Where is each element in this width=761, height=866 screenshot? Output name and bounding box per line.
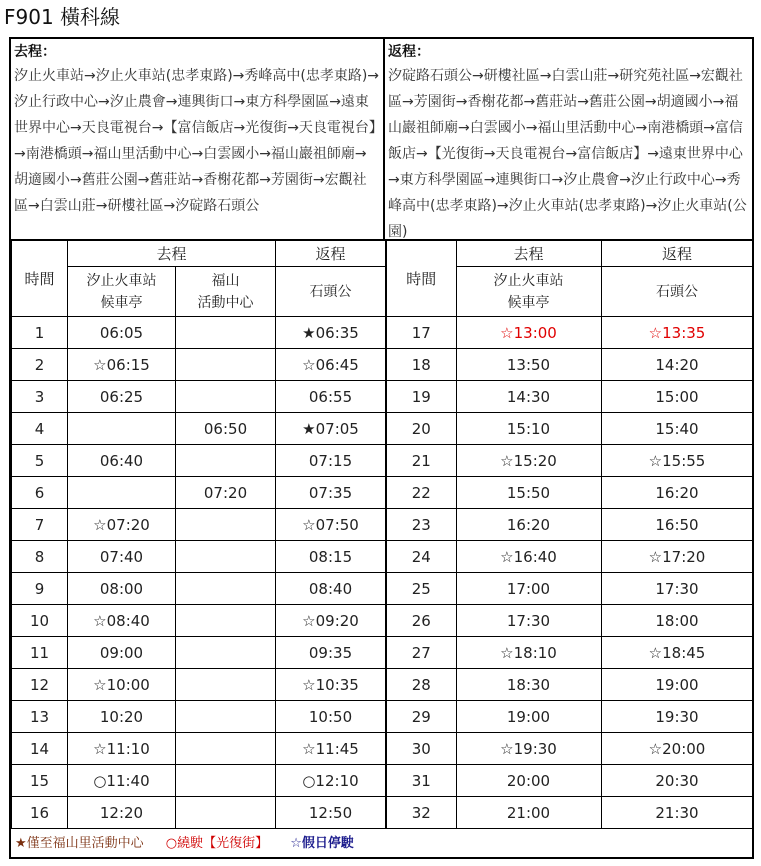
outbound-route-text: 汐止火車站→汐止火車站(忠孝東路)→秀峰高中(忠孝東路)→汐止行政中心→汐止農會→連興街口→東方科學園區→遠東世界中心→天良電視台→【富信飯店→光復街→天良電視台】→南港橋頭→福山里活動中心→白雲國小→福山巖祖師廟→胡適國小→舊莊公園→舊莊站→香榭花都→芳園街→宏觀社區→白雲山莊→研樓社區→汐碇路石頭公 (14, 68, 380, 214)
table-row (386, 701, 753, 733)
trip-number-cell: 28 (386, 669, 456, 701)
table-row (386, 573, 753, 605)
table-row (12, 701, 386, 733)
fushan-time-cell: 07:20 (176, 477, 276, 509)
xizhi-time-cell: 06:25 (68, 381, 176, 413)
table-row (386, 349, 753, 381)
trip-number-cell: 11 (12, 637, 68, 669)
shitougong-time-cell: ☆17:20 (601, 541, 753, 573)
table-row (386, 445, 753, 477)
trip-number-cell: 27 (386, 637, 456, 669)
shitougong-time-cell: 21:30 (601, 797, 753, 829)
xizhi-time-cell: ☆06:15 (68, 349, 176, 381)
shitougong-time-cell: 15:40 (601, 413, 753, 445)
fushan-time-cell (176, 733, 276, 765)
table-row (12, 669, 386, 701)
shitougong-time-cell: ☆06:45 (276, 349, 386, 381)
left-timetable (11, 240, 386, 829)
trip-number-cell: 31 (386, 765, 456, 797)
trip-number-cell: 29 (386, 701, 456, 733)
trip-number-cell: 9 (12, 573, 68, 605)
shitougong-time-cell: 07:35 (276, 477, 386, 509)
shitougong-time-cell: 17:30 (601, 573, 753, 605)
trip-number-cell: 24 (386, 541, 456, 573)
shitougong-time-cell: 10:50 (276, 701, 386, 733)
xizhi-time-cell: 16:20 (456, 509, 601, 541)
shitougong-time-cell: ☆07:50 (276, 509, 386, 541)
xizhi-time-cell (68, 413, 176, 445)
fushan-time-cell (176, 445, 276, 477)
fushan-time-cell (176, 317, 276, 349)
right-timetable (385, 240, 754, 829)
xizhi-time-cell: ○11:40 (68, 765, 176, 797)
fushan-time-cell (176, 509, 276, 541)
xizhi-time-cell: ☆19:30 (456, 733, 601, 765)
xizhi-time-cell: 09:00 (68, 637, 176, 669)
trip-number-cell: 15 (12, 765, 68, 797)
table-row (386, 413, 753, 445)
table-row (12, 445, 386, 477)
legend-detour: ○繞駛【光復街】 (165, 836, 269, 851)
return-header: 返程 (601, 241, 753, 267)
shitougong-time-cell: ☆11:45 (276, 733, 386, 765)
shitougong-time-cell: ○12:10 (276, 765, 386, 797)
timetable-frame (9, 37, 754, 859)
trip-number-cell: 12 (12, 669, 68, 701)
trip-number-cell: 13 (12, 701, 68, 733)
shitougong-time-cell: 09:35 (276, 637, 386, 669)
col-fushan-center: 福山 活動中心 (176, 267, 276, 317)
table-row (12, 413, 386, 445)
xizhi-time-cell: 06:05 (68, 317, 176, 349)
trip-number-cell: 16 (12, 797, 68, 829)
table-row (12, 541, 386, 573)
xizhi-time-cell: ☆16:40 (456, 541, 601, 573)
xizhi-time-cell: 07:40 (68, 541, 176, 573)
shitougong-time-cell: ☆13:35 (601, 317, 753, 349)
trip-number-cell: 32 (386, 797, 456, 829)
outbound-header: 去程 (68, 241, 276, 267)
page-title: F901 橫科線 (4, 5, 121, 29)
table-row (12, 509, 386, 541)
trip-number-cell: 25 (386, 573, 456, 605)
xizhi-time-cell: 13:50 (456, 349, 601, 381)
trip-number-cell: 1 (12, 317, 68, 349)
xizhi-time-cell: 08:00 (68, 573, 176, 605)
fushan-time-cell (176, 349, 276, 381)
trip-number-cell: 4 (12, 413, 68, 445)
xizhi-time-cell: ☆10:00 (68, 669, 176, 701)
fushan-time-cell: 06:50 (176, 413, 276, 445)
trip-number-cell: 17 (386, 317, 456, 349)
return-route-label: 返程： (388, 44, 430, 60)
shitougong-time-cell: 19:00 (601, 669, 753, 701)
xizhi-time-cell: 19:00 (456, 701, 601, 733)
time-header: 時間 (386, 241, 456, 317)
xizhi-time-cell: 21:00 (456, 797, 601, 829)
xizhi-time-cell (68, 477, 176, 509)
col-xizhi-station: 汐止火車站 候車亭 (68, 267, 176, 317)
xizhi-time-cell: ☆13:00 (456, 317, 601, 349)
shitougong-time-cell: 08:15 (276, 541, 386, 573)
shitougong-time-cell: 19:30 (601, 701, 753, 733)
shitougong-time-cell: 08:40 (276, 573, 386, 605)
fushan-time-cell (176, 573, 276, 605)
shitougong-time-cell: 15:00 (601, 381, 753, 413)
table-row (386, 541, 753, 573)
xizhi-time-cell: 18:30 (456, 669, 601, 701)
xizhi-time-cell: 10:20 (68, 701, 176, 733)
trip-number-cell: 20 (386, 413, 456, 445)
shitougong-time-cell: ☆10:35 (276, 669, 386, 701)
trip-number-cell: 19 (386, 381, 456, 413)
shitougong-time-cell: ☆18:45 (601, 637, 753, 669)
fushan-time-cell (176, 541, 276, 573)
table-row (386, 765, 753, 797)
return-route-text: 汐碇路石頭公→研樓社區→白雲山莊→研究苑社區→宏觀社區→芳園街→香榭花都→舊莊站→舊莊公園→胡適國小→福山巖祖師廟→白雲國小→福山里活動中心→南港橋頭→富信飯店→【光復街→天良電視台→富信飯店】→遠東世界中心→東方科學園區→連興街口→汐止農會→汐止行政中心→秀峰高中(忠孝東路)→汐止火車站(忠孝東路)→汐止火車站(公園) (388, 68, 747, 239)
shitougong-time-cell: 16:50 (601, 509, 753, 541)
shitougong-time-cell: 18:00 (601, 605, 753, 637)
fushan-time-cell (176, 669, 276, 701)
shitougong-time-cell: 07:15 (276, 445, 386, 477)
time-header: 時間 (12, 241, 68, 317)
xizhi-time-cell: ☆15:20 (456, 445, 601, 477)
table-row (12, 765, 386, 797)
trip-number-cell: 22 (386, 477, 456, 509)
shitougong-time-cell: ☆15:55 (601, 445, 753, 477)
xizhi-time-cell: 15:10 (456, 413, 601, 445)
fushan-time-cell (176, 797, 276, 829)
trip-number-cell: 18 (386, 349, 456, 381)
trip-number-cell: 8 (12, 541, 68, 573)
fushan-time-cell (176, 701, 276, 733)
table-row (12, 605, 386, 637)
table-row (386, 605, 753, 637)
table-row (12, 733, 386, 765)
col-shitougong: 石頭公 (601, 267, 753, 317)
table-row (12, 797, 386, 829)
outbound-route-description (11, 39, 385, 239)
table-row (386, 733, 753, 765)
table-row (12, 573, 386, 605)
xizhi-time-cell: 20:00 (456, 765, 601, 797)
xizhi-time-cell: ☆08:40 (68, 605, 176, 637)
return-route-description (385, 39, 752, 239)
outbound-route-label: 去程： (14, 44, 56, 60)
trip-number-cell: 2 (12, 349, 68, 381)
table-row (386, 669, 753, 701)
shitougong-time-cell: 14:20 (601, 349, 753, 381)
table-row (386, 317, 753, 349)
trip-number-cell: 23 (386, 509, 456, 541)
xizhi-time-cell: ☆11:10 (68, 733, 176, 765)
xizhi-time-cell: 17:30 (456, 605, 601, 637)
trip-number-cell: 10 (12, 605, 68, 637)
outbound-header: 去程 (456, 241, 601, 267)
xizhi-time-cell: 17:00 (456, 573, 601, 605)
shitougong-time-cell: ★07:05 (276, 413, 386, 445)
table-row (386, 509, 753, 541)
col-xizhi-station: 汐止火車站 候車亭 (456, 267, 601, 317)
return-header: 返程 (276, 241, 386, 267)
trip-number-cell: 30 (386, 733, 456, 765)
col-shitougong: 石頭公 (276, 267, 386, 317)
trip-number-cell: 21 (386, 445, 456, 477)
shitougong-time-cell: ☆09:20 (276, 605, 386, 637)
trip-number-cell: 5 (12, 445, 68, 477)
table-row (12, 381, 386, 413)
xizhi-time-cell: 06:40 (68, 445, 176, 477)
xizhi-time-cell: 12:20 (68, 797, 176, 829)
table-row (12, 477, 386, 509)
table-row (386, 381, 753, 413)
fushan-time-cell (176, 381, 276, 413)
xizhi-time-cell: 14:30 (456, 381, 601, 413)
legend-holiday-suspended: ☆假日停駛 (290, 836, 354, 851)
shitougong-time-cell: 12:50 (276, 797, 386, 829)
shitougong-time-cell: ★06:35 (276, 317, 386, 349)
legend (15, 835, 372, 853)
xizhi-time-cell: ☆07:20 (68, 509, 176, 541)
xizhi-time-cell: 15:50 (456, 477, 601, 509)
trip-number-cell: 3 (12, 381, 68, 413)
table-row (12, 637, 386, 669)
shitougong-time-cell: 20:30 (601, 765, 753, 797)
legend-fushan-only: ★僅至福山里活動中心 (15, 836, 144, 851)
xizhi-time-cell: ☆18:10 (456, 637, 601, 669)
fushan-time-cell (176, 765, 276, 797)
trip-number-cell: 14 (12, 733, 68, 765)
table-row (12, 317, 386, 349)
fushan-time-cell (176, 605, 276, 637)
table-row (12, 349, 386, 381)
shitougong-time-cell: 06:55 (276, 381, 386, 413)
trip-number-cell: 6 (12, 477, 68, 509)
trip-number-cell: 7 (12, 509, 68, 541)
table-row (386, 797, 753, 829)
trip-number-cell: 26 (386, 605, 456, 637)
table-row (386, 637, 753, 669)
table-row (386, 477, 753, 509)
fushan-time-cell (176, 637, 276, 669)
shitougong-time-cell: ☆20:00 (601, 733, 753, 765)
shitougong-time-cell: 16:20 (601, 477, 753, 509)
